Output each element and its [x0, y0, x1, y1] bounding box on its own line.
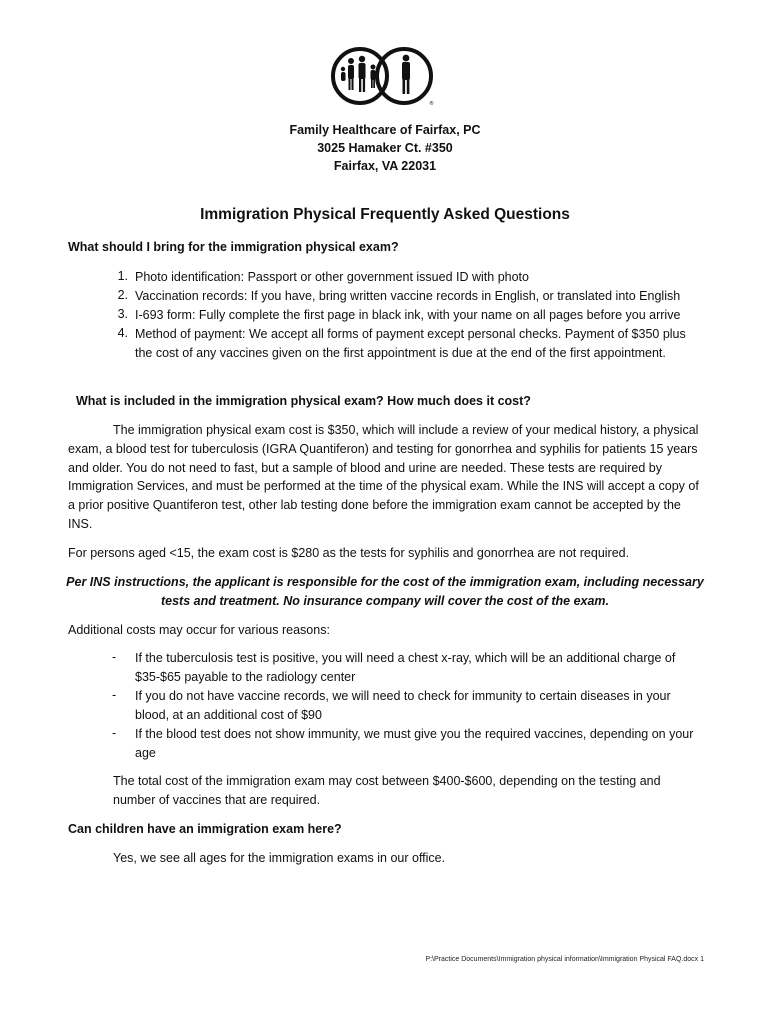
ins-emphasis-note: Per INS instructions, the applicant is responsible for the cost of the immigration exam, including necessary tests and treatment. No insurance company will cover the cost of the exam. [66, 575, 704, 608]
bullet-no-vaccine-records: If you do not have vaccine records, we will need to check for immunity to certain diseases in your blood, at an additional cost of $90 [135, 689, 671, 722]
list-number-1: 1. [117, 269, 128, 283]
question-2: What is included in the immigration physical exam? How much does it cost? [76, 394, 531, 408]
children-answer: Yes, we see all ages for the immigration exams in our office. [113, 851, 446, 865]
cost-paragraph: The immigration physical exam cost is $350, which will include a review of your medical history, a physical exam, a blood test for tuberculosis (IGRA Quantiferon) and testing for gonorrhea and syphilis for patients 15 years and older. You do not need to fast, but a sample of blood and urine are needed. These tests are required by Immigration Services, and must be performed at the time of the physical exam. While the INS will accept a copy of a prior positive Quantiferon test, other lab testing done before the immigration exam cannot be accepted by the INS. [68, 423, 699, 531]
clinic-street: 3025 Hamaker Ct. #350 [317, 141, 453, 155]
list-item-vaccination-records: Vaccination records: If you have, bring written vaccine records in English, or translated into English [135, 289, 681, 303]
clinic-name: Family Healthcare of Fairfax, PC [289, 123, 481, 137]
family-circles-logo [329, 45, 437, 107]
list-number-4: 4. [117, 326, 128, 340]
total-cost-paragraph: The total cost of the immigration exam may cost between $400-$600, depending on the testing and number of vaccines that are required. [113, 774, 661, 807]
list-item-photo-id: Photo identification: Passport or other government issued ID with photo [135, 270, 529, 284]
bullet-no-immunity: If the blood test does not show immunity, we must give you the required vaccines, depending on your age [135, 727, 694, 760]
svg-text:®: ® [429, 101, 434, 107]
bullet-dash-1: - [112, 650, 117, 664]
file-path-footer: P:\Practice Documents\Immigration physical information\Immigration Physical FAQ.docx 1 [425, 956, 704, 963]
question-3: Can children have an immigration exam here? [68, 822, 342, 836]
bullet-dash-3: - [112, 726, 117, 740]
under-15-paragraph: For persons aged <15, the exam cost is $280 as the tests for syphilis and gonorrhea are not required. [68, 546, 630, 560]
additional-costs-intro: Additional costs may occur for various reasons: [68, 623, 330, 637]
list-item-i693-form: I-693 form: Fully complete the first page in black ink, with your name on all pages before you arrive [135, 308, 681, 322]
bullet-tb-positive: If the tuberculosis test is positive, you will need a chest x-ray, which will be an additional charge of $35-$65 payable to the radiology center [135, 651, 676, 684]
page-title: Immigration Physical Frequently Asked Questions [200, 206, 570, 223]
question-1: What should I bring for the immigration physical exam? [68, 240, 399, 254]
clinic-city-state: Fairfax, VA 22031 [333, 159, 437, 173]
list-number-2: 2. [117, 288, 128, 302]
bullet-dash-2: - [112, 688, 117, 702]
list-number-3: 3. [117, 307, 128, 321]
list-item-payment: Method of payment: We accept all forms of payment except personal checks. Payment of $350 plus the cost of any vaccines given on the first appointment is due at the end of the first appointment. [135, 327, 686, 360]
